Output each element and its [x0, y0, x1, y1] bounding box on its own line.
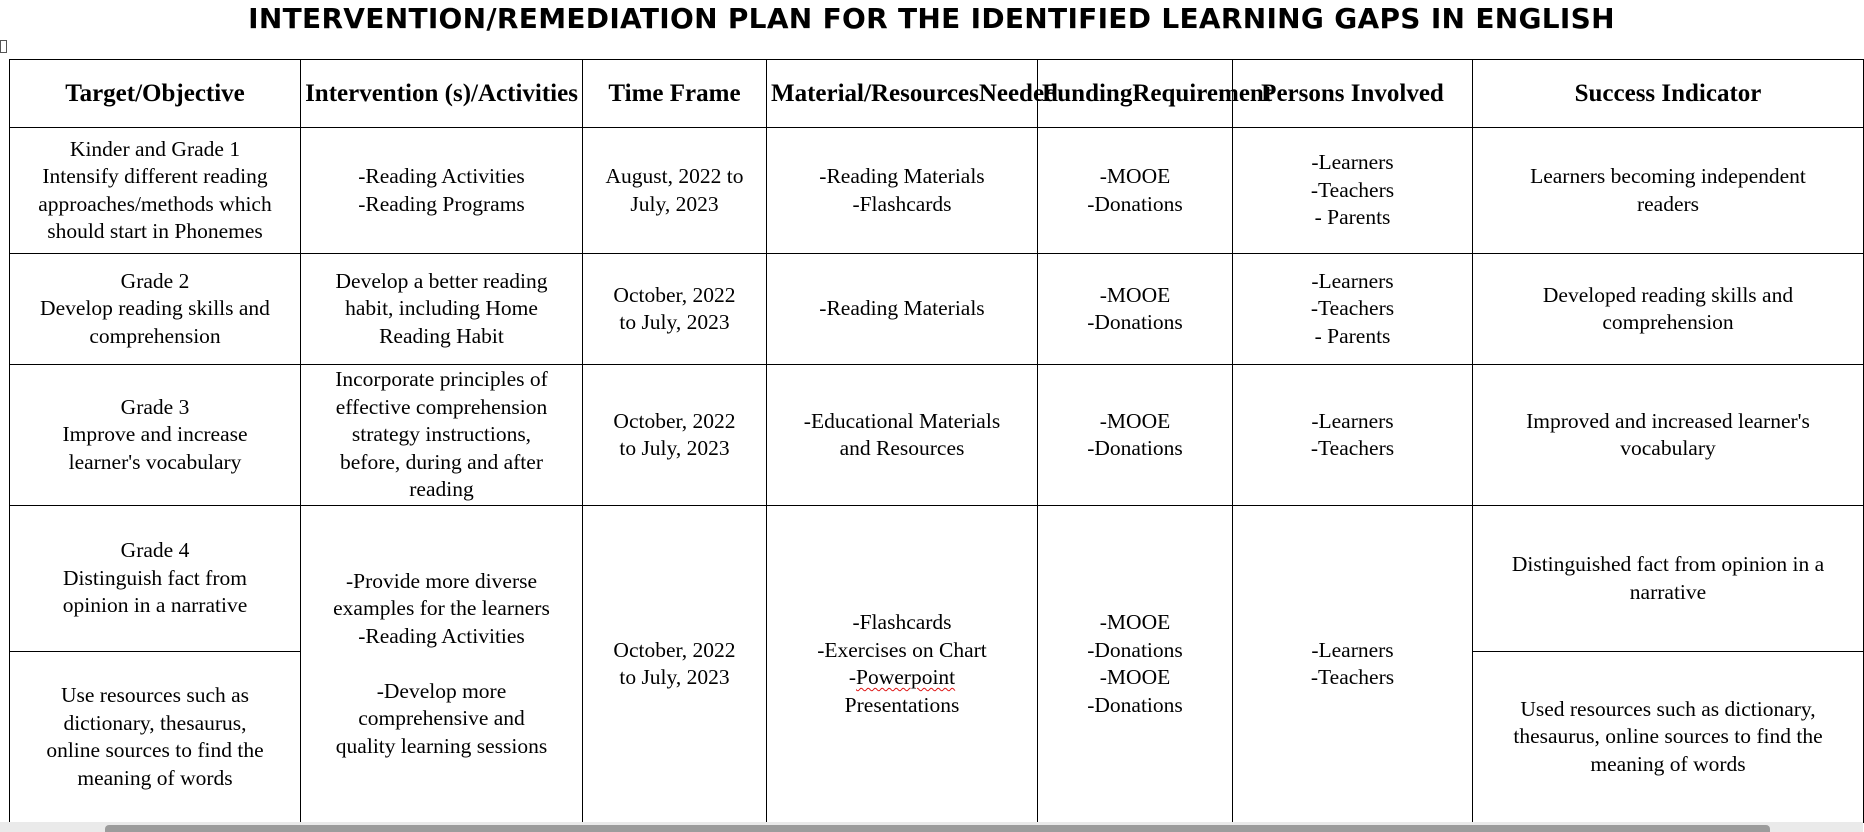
spellcheck-flagged-word[interactable]: Powerpoint	[856, 665, 956, 689]
cell-time-frame[interactable]: October, 2022 to July, 2023	[583, 506, 767, 823]
cell-success-indicator[interactable]: Improved and increased learner's vocabulary	[1473, 365, 1864, 506]
cell-funding[interactable]: -MOOE -Donations -MOOE -Donations	[1038, 506, 1233, 823]
header-target-objective: Target/Objective	[10, 60, 301, 128]
page-title: INTERVENTION/REMEDIATION PLAN FOR THE IDENTIFIED LEARNING GAPS IN ENGLISH	[248, 2, 1615, 35]
cell-materials[interactable]: -Reading Materials -Flashcards	[767, 128, 1038, 254]
cell-funding[interactable]: -MOOE -Donations	[1038, 128, 1233, 254]
cell-materials[interactable]: -Reading Materials	[767, 254, 1038, 365]
cell-success-indicator[interactable]: Developed reading skills and comprehension	[1473, 254, 1864, 365]
table-row	[10, 254, 1864, 365]
cell-time-frame[interactable]: October, 2022 to July, 2023	[583, 254, 767, 365]
cell-materials[interactable]: -Educational Materials and Resources	[767, 365, 1038, 506]
table-move-handle[interactable]	[0, 40, 7, 53]
header-interventions-activities: Intervention (s)/Activities	[301, 60, 583, 128]
cell-funding[interactable]: -MOOE -Donations	[1038, 365, 1233, 506]
header-persons-involved: Persons Involved	[1233, 60, 1473, 128]
cell-intervention[interactable]: -Provide more diverse examples for the learners -Reading Activities -Develop more comprehensive and quality learning sessions	[301, 506, 583, 823]
cell-target[interactable]: Grade 2 Develop reading skills and comprehension	[10, 254, 301, 365]
cell-intervention[interactable]: Incorporate principles of effective comprehension strategy instructions, before, during and after reading	[301, 365, 583, 506]
material-prefix: -	[848, 665, 857, 689]
table-row	[10, 365, 1864, 506]
header-funding-requirement: FundingRequirement	[1038, 60, 1233, 128]
header-time-frame: Time Frame	[583, 60, 767, 128]
cell-time-frame[interactable]: August, 2022 to July, 2023	[583, 128, 767, 254]
scrollbar-thumb[interactable]	[105, 825, 1770, 832]
cell-materials[interactable]: -Flashcards -Exercises on Chart -Powerpoint Presentations	[767, 506, 1038, 823]
cell-persons[interactable]: -Learners -Teachers - Parents	[1233, 254, 1473, 365]
cell-success-indicator[interactable]: Used resources such as dictionary, thesaurus, online sources to find the meaning of words	[1473, 652, 1864, 823]
header-success-indicator: Success Indicator	[1473, 60, 1864, 128]
cell-target[interactable]: Use resources such as dictionary, thesaurus, online sources to find the meaning of words	[10, 652, 301, 823]
cell-intervention[interactable]: Develop a better reading habit, including Home Reading Habit	[301, 254, 583, 365]
cell-target[interactable]: Grade 4 Distinguish fact from opinion in a narrative	[10, 506, 301, 652]
header-row	[10, 60, 1864, 128]
cell-intervention[interactable]: -Reading Activities -Reading Programs	[301, 128, 583, 254]
horizontal-scrollbar[interactable]	[0, 822, 1863, 832]
cell-persons[interactable]: -Learners -Teachers	[1233, 365, 1473, 506]
cell-persons[interactable]: -Learners -Teachers	[1233, 506, 1473, 823]
table-row	[10, 128, 1864, 254]
cell-funding[interactable]: -MOOE -Donations	[1038, 254, 1233, 365]
cell-time-frame[interactable]: October, 2022 to July, 2023	[583, 365, 767, 506]
cell-success-indicator[interactable]: Distinguished fact from opinion in a narrative	[1473, 506, 1864, 652]
cell-success-indicator[interactable]: Learners becoming independent readers	[1473, 128, 1864, 254]
cell-target[interactable]: Kinder and Grade 1 Intensify different reading approaches/methods which should start in Phonemes	[10, 128, 301, 254]
cell-persons[interactable]: -Learners -Teachers - Parents	[1233, 128, 1473, 254]
cell-target[interactable]: Grade 3 Improve and increase learner's vocabulary	[10, 365, 301, 506]
header-materials-resources: Material/ResourcesNeeded	[767, 60, 1038, 128]
intervention-plan-table	[9, 59, 1864, 823]
table-row	[10, 506, 1864, 652]
